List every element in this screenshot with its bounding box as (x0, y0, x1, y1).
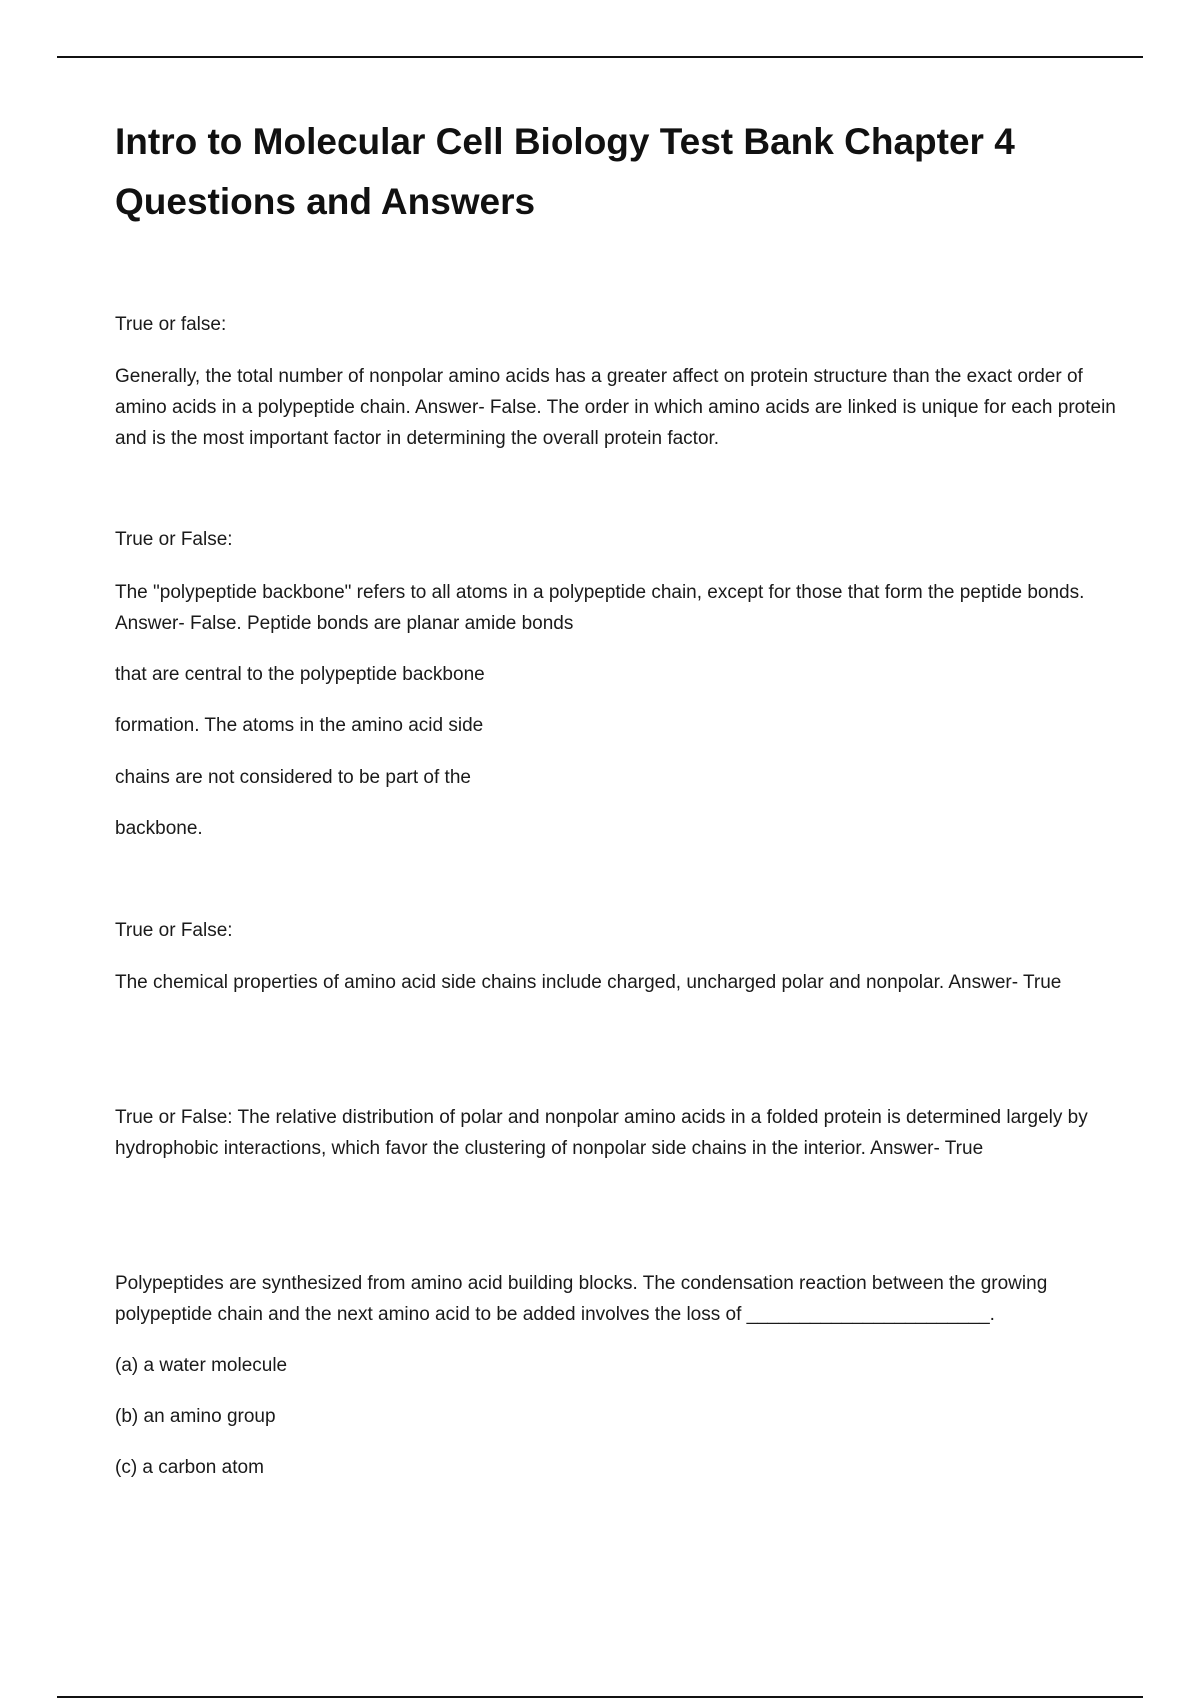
q2-label: True or False: (115, 529, 233, 550)
q5-body: Polypeptides are synthesized from amino acid building blocks. The condensation reaction between the growing polypeptide chain and the next amino acid to be added involves the loss of _______________________. (115, 1273, 1048, 1325)
q4-body: True or False: The relative distribution of polar and nonpolar amino acids in a folded protein is determined largely by hydrophobic interactions, which favor the clustering of nonpolar side chains in the interior. Answer- True (115, 1107, 1088, 1159)
q2-line-3: chains are not considered to be part of the (115, 767, 471, 788)
q2-line-1: that are central to the polypeptide backbone (115, 664, 485, 685)
q5-option-a: (a) a water molecule (115, 1355, 288, 1376)
q2-line-4: backbone. (115, 818, 203, 839)
q2-line-2: formation. The atoms in the amino acid side (115, 715, 484, 736)
q2-body: The "polypeptide backbone" refers to all atoms in a polypeptide chain, except for those that form the peptide bonds. Answer- False. Peptide bonds are planar amide bonds (115, 582, 1085, 634)
bottom-rule (57, 1696, 1143, 1698)
q1-label: True or false: (115, 314, 227, 335)
document-title: Intro to Molecular Cell Biology Test Bank Chapter 4 Questions and Answers (115, 121, 1015, 222)
q3-label: True or False: (115, 920, 233, 941)
q5-option-b: (b) an amino group (115, 1406, 276, 1427)
top-rule (57, 56, 1143, 58)
q5-option-c: (c) a carbon atom (115, 1457, 264, 1478)
q3-body: The chemical properties of amino acid side chains include charged, uncharged polar and nonpolar. Answer- True (115, 972, 1062, 993)
q1-body: Generally, the total number of nonpolar amino acids has a greater affect on protein structure than the exact order of amino acids in a polypeptide chain. Answer- False. The order in which amino acids are linked is unique for each protein and is the most important factor in determining the overall protein factor. (115, 366, 1116, 449)
